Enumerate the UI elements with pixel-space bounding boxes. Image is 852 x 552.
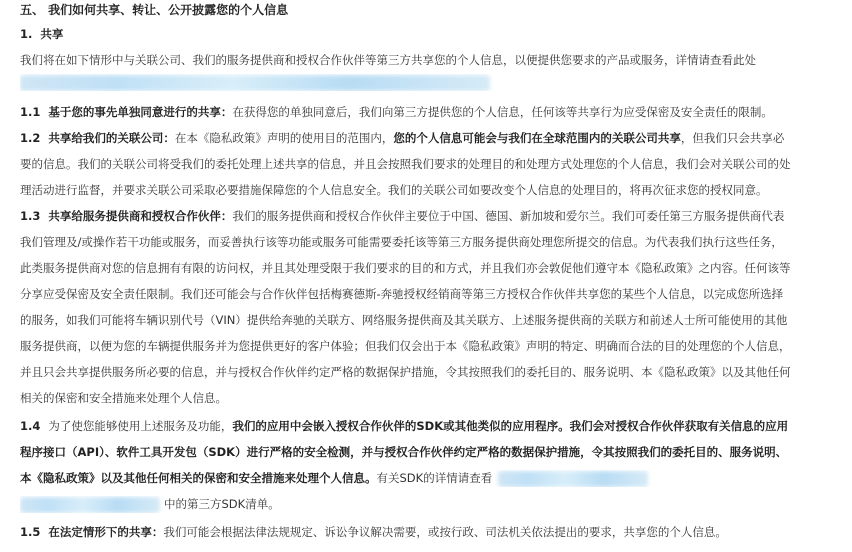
sub-heading-number: 1.	[20, 27, 33, 41]
clause-1-3-line-6: 服务提供商，以便为您的车辆提供服务并为您提供更好的客户体验；但我们仅会出于本《隐私政策》声明的特定、明确而合法的目的处理您的个人信息，	[20, 339, 791, 353]
clause-number: 1.5	[20, 525, 41, 539]
clause-1-2-line-3: 理活动进行监督，并要求关联公司采取必要措施保障您的个人信息安全。我们的关联公司如要改变个人信息的处理目的，将再次征求您的授权同意。	[20, 183, 768, 197]
redacted-link[interactable]	[498, 471, 648, 487]
clause-number: 1.2	[20, 131, 41, 145]
clause-number: 1.3	[20, 209, 41, 223]
clause-text: 我们的服务提供商和授权合作伙伴主要位于中国、德国、新加坡和爱尔兰。我们可委任第三方服务提供商代表	[232, 209, 785, 223]
clause-1-3-line-3: 此类服务提供商对您的信息拥有有限的访问权，并且其处理受限于我们要求的目的和方式，并且我们亦会敦促他们遵守本《隐私政策》之内容。任何该等	[20, 261, 791, 275]
clause-1-4-line-3	[20, 470, 840, 487]
clause-1-2-line-2: 要的信息。我们的关联公司将受我们的委托处理上述共享的信息，并且会按照我们要求的处理目的和处理方式处理您的个人信息，我们会对关联公司的处	[20, 157, 791, 171]
clause-heading: 基于您的事先单独同意进行的共享：	[48, 105, 233, 119]
clause-1-5	[20, 524, 840, 540]
clause-heading: 在法定情形下的共享：	[48, 525, 164, 539]
clause-heading: 共享给我们的关联公司：	[48, 131, 175, 145]
clause-1-4-line-4	[20, 496, 840, 513]
clause-1-3-line-2: 我们管理及/或操作若干功能或服务，而妥善执行该等功能或服务可能需要委托该等第三方服务提供商处理您所提交的信息。为代表我们执行这些任务，	[20, 235, 783, 249]
clause-1-3-line-8: 相关的保密和安全措施来处理个人信息。	[20, 391, 227, 405]
clause-1-3-line-5: 的服务，如我们可能将车辆识别代号（VIN）提供给奔驰的关联方、网络服务提供商及其关联方、上述服务提供商的关联方和前述人士所可能使用的其他	[20, 313, 788, 327]
clause-text: 我们可能会根据法律法规规定、诉讼争议解决需要，或按行政、司法机关依法提出的要求，共享您的个人信息。	[163, 525, 727, 539]
clause-1-3-line-1	[20, 208, 840, 224]
clause-text: ，但我们只会共享必	[680, 131, 785, 145]
clause-emphasis: 您的个人信息可能会与我们在全球范围内的关联公司共享	[393, 131, 681, 145]
sharing-intro: 我们将在如下情形中与关联公司、我们的服务提供商和授权合作伙伴等第三方共享您的个人信息，以便提供您要求的产品或服务，详情请查看此处	[20, 53, 756, 67]
clause-text: 在本《隐私政策》声明的使用目的范围内，	[174, 131, 394, 145]
clause-text: 在获得您的单独同意后，我们向第三方提供您的个人信息，任何该等共享行为应受保密及安全责任的限制。	[232, 105, 773, 119]
redacted-link-row	[20, 74, 840, 91]
clause-text: 为了使您能够使用上述服务及功能，	[48, 419, 233, 433]
clause-emphasis: 本《隐私政策》以及其他任何相关的保密和安全措施来处理个人信息。	[20, 471, 377, 485]
redacted-link[interactable]	[20, 75, 490, 91]
clause-1-3-line-4: 分享应受保密及安全责任限制。我们还可能会与合作伙伴包括梅赛德斯-奔驰授权经销商等第三方授权合作伙伴共享您的某些个人信息，以完成您所选择	[20, 287, 784, 301]
clause-1-3-line-7: 并且只会共享提供服务所必要的信息，并与授权合作伙伴约定严格的数据保护措施，令其按照我们的委托目的、服务说明、本《隐私政策》以及其他任何	[20, 365, 791, 379]
section-title: 五、 我们如何共享、转让、公开披露您的个人信息	[20, 3, 289, 17]
sub-heading-sharing	[20, 26, 840, 42]
clause-number: 1.1	[20, 105, 41, 119]
clause-text: 有关SDK的详情请查看	[376, 471, 493, 485]
clause-1-4-line-1	[20, 418, 840, 434]
clause-number: 1.4	[20, 419, 41, 433]
sub-heading-text: 共享	[40, 27, 64, 41]
clause-1-2-line-1	[20, 130, 840, 146]
clause-1-1	[20, 104, 840, 120]
clause-1-4-line-2: 程序接口（API）、软件工具开发包（SDK）进行严格的安全检测，并与授权合作伙伴约定严格的数据保护措施，令其按照我们的委托目的、服务说明、	[20, 445, 788, 459]
clause-text: 中的第三方SDK清单。	[164, 497, 280, 511]
clause-emphasis: 我们的应用中会嵌入授权合作伙伴的SDK或其他类似的应用程序。我们会对授权合作伙伴获取有关信息的应用	[232, 419, 789, 433]
clause-heading: 共享给服务提供商和授权合作伙伴：	[48, 209, 233, 223]
redacted-link[interactable]	[20, 497, 160, 513]
